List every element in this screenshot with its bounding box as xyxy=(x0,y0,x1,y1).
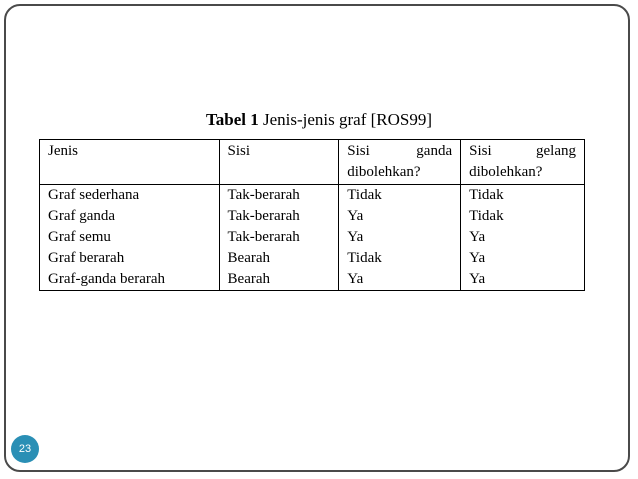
cell-gelang: Ya xyxy=(461,248,585,269)
cell-jenis: Graf semu xyxy=(40,227,220,248)
cell-ganda: Tidak xyxy=(339,185,461,207)
cell-gelang: Tidak xyxy=(461,185,585,207)
cell-gelang: Ya xyxy=(461,227,585,248)
cell-sisi: Bearah xyxy=(219,269,339,291)
cell-jenis: Graf sederhana xyxy=(40,185,220,207)
cell-sisi: Tak-berarah xyxy=(219,206,339,227)
header-gelang-word1: Sisi xyxy=(469,143,492,159)
cell-sisi: Bearah xyxy=(219,248,339,269)
cell-gelang: Tidak xyxy=(461,206,585,227)
table-row xyxy=(40,206,585,227)
table-caption xyxy=(0,110,638,130)
caption-text: Jenis-jenis graf [ROS99] xyxy=(258,110,433,129)
cell-gelang: Ya xyxy=(461,269,585,291)
table-row xyxy=(40,248,585,269)
table-row xyxy=(40,185,585,207)
cell-ganda: Tidak xyxy=(339,248,461,269)
slide-number-badge xyxy=(11,435,39,463)
header-jenis: Jenis xyxy=(40,140,220,185)
header-ganda-word2: ganda xyxy=(416,143,453,159)
cell-jenis: Graf berarah xyxy=(40,248,220,269)
cell-sisi: Tak-berarah xyxy=(219,185,339,207)
table-header-row xyxy=(40,140,585,185)
header-gelang-word2: gelang xyxy=(536,143,576,159)
slide-number: 23 xyxy=(18,443,32,455)
cell-ganda: Ya xyxy=(339,206,461,227)
table-row xyxy=(40,269,585,291)
header-sisi: Sisi xyxy=(219,140,339,185)
header-ganda-word1: Sisi xyxy=(347,143,370,159)
cell-jenis: Graf ganda xyxy=(40,206,220,227)
header-gelang-word3: dibolehkan? xyxy=(469,164,543,180)
cell-jenis: Graf-ganda berarah xyxy=(40,269,220,291)
graph-types-table xyxy=(39,139,585,291)
header-sisi-ganda xyxy=(339,140,461,185)
caption-label: Tabel 1 xyxy=(205,110,259,129)
cell-sisi: Tak-berarah xyxy=(219,227,339,248)
cell-ganda: Ya xyxy=(339,269,461,291)
header-ganda-word3: dibolehkan? xyxy=(347,164,421,180)
header-sisi-gelang xyxy=(461,140,585,185)
cell-ganda: Ya xyxy=(339,227,461,248)
table-row xyxy=(40,227,585,248)
